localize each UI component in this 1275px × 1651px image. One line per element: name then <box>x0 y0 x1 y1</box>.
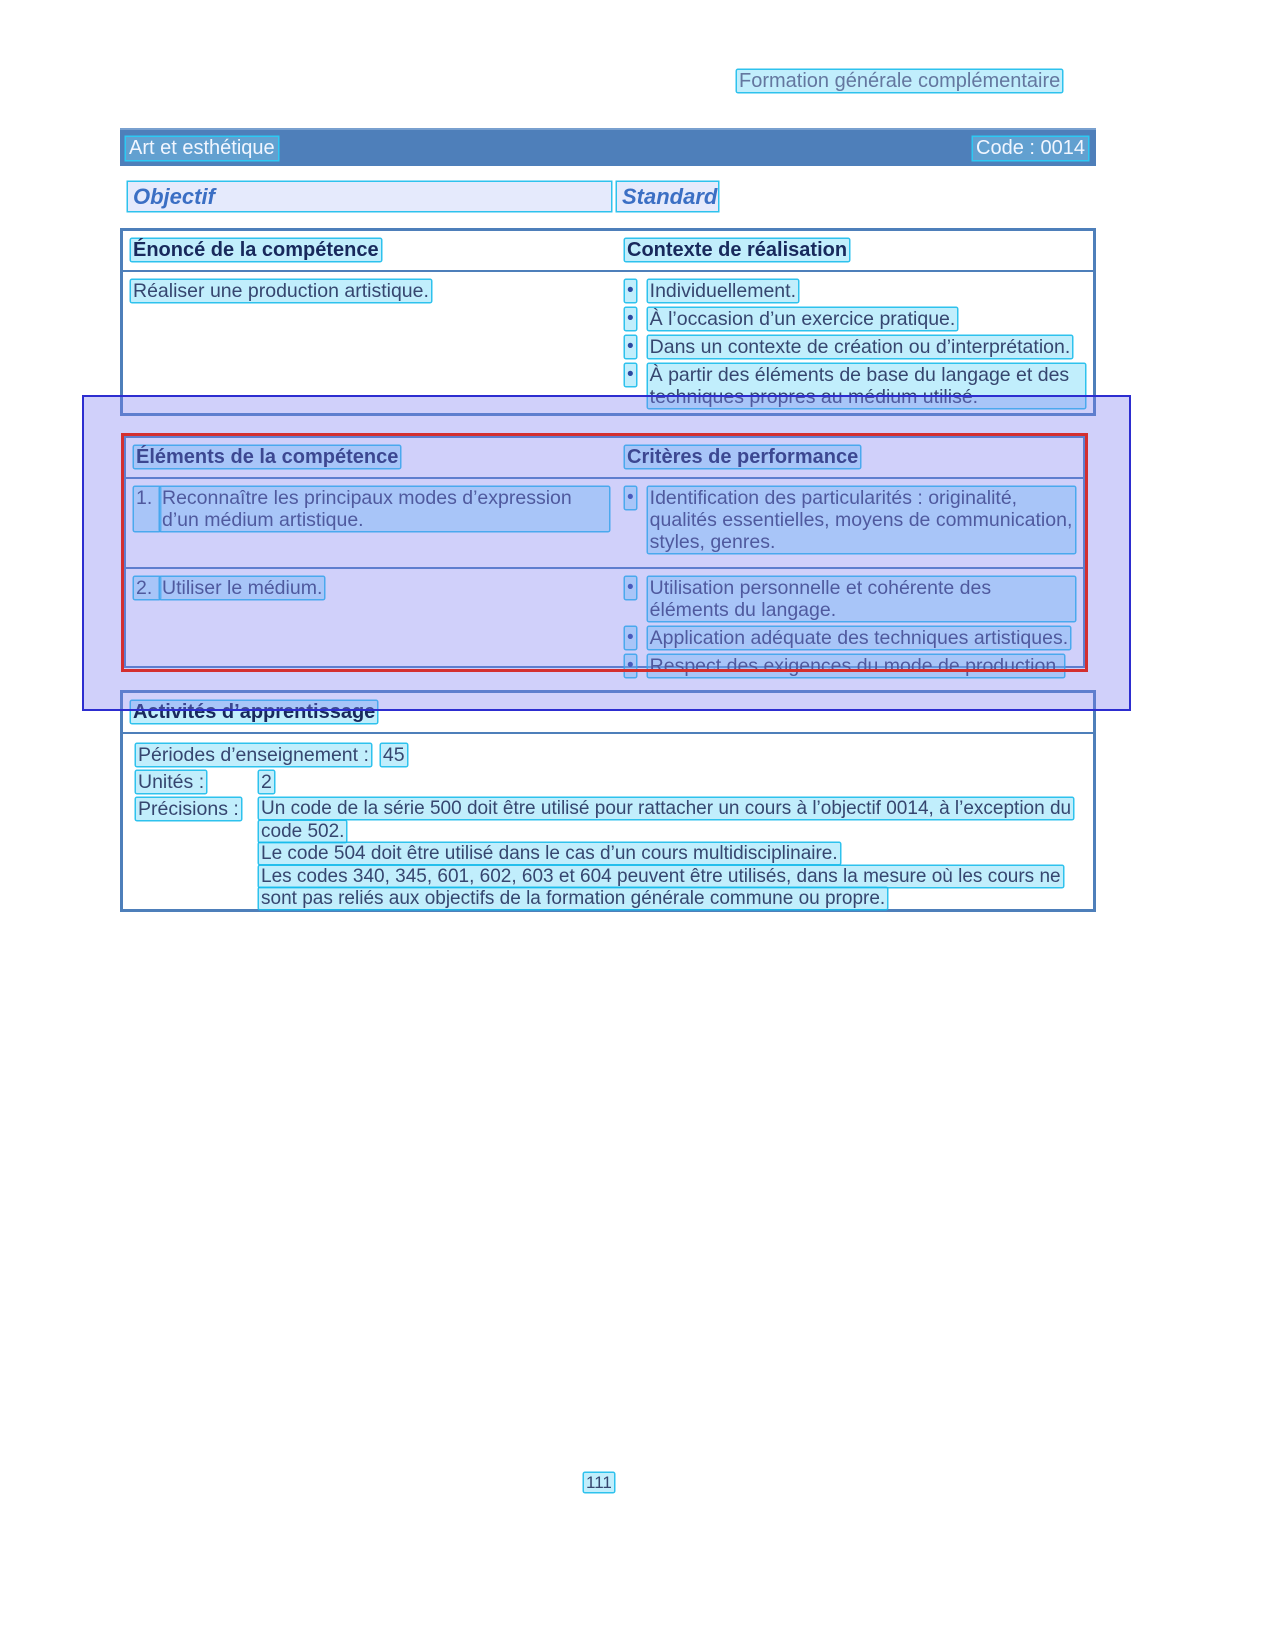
unites-label-col <box>136 771 259 793</box>
unites-value: 2 <box>261 771 272 793</box>
enonce-header-cell <box>123 231 617 270</box>
standard-heading-box <box>617 182 718 211</box>
criteres-1-cell <box>617 479 1083 567</box>
precisions-paragraph <box>259 798 1081 843</box>
bullet-icon: • <box>627 364 634 385</box>
enonce-statement-cell <box>123 272 617 422</box>
unites-row <box>136 771 1083 793</box>
contexte-bullet-text: Dans un contexte de création ou d’interprétation. <box>649 336 1071 358</box>
objectif-heading-box <box>128 182 611 211</box>
element-1-cell <box>126 479 617 567</box>
precisions-text: Un code de la série 500 doit être utilisé pour rattacher un cours à l’objectif 0014, à l’exception du code 502. <box>261 798 1072 842</box>
list-item <box>625 364 1085 408</box>
contexte-bullet-text: Individuellement. <box>649 280 796 302</box>
bullet-icon: • <box>627 577 634 598</box>
periodes-value: 45 <box>382 744 405 766</box>
contexte-bullet-text: À l’occasion d’un exercice pratique. <box>649 308 956 330</box>
numbered-item <box>134 487 609 531</box>
precisions-label-col <box>136 798 259 911</box>
elements-header-cell <box>126 438 617 477</box>
page-number <box>584 1473 614 1493</box>
activites-header-text: Activités d’apprentissage <box>133 701 376 723</box>
precisions-paragraph <box>259 843 1081 866</box>
elements-row-1 <box>126 479 1083 567</box>
activites-table-header <box>123 693 1093 734</box>
item-number: 1. <box>134 487 160 531</box>
list-item <box>625 577 1075 621</box>
list-item <box>625 655 1075 677</box>
objectif-heading: Objectif <box>133 183 215 209</box>
elements-table <box>124 436 1085 677</box>
list-item <box>625 308 1085 330</box>
contexte-bullets-cell <box>617 272 1093 422</box>
periodes-row <box>136 744 1083 766</box>
running-header <box>737 70 1062 93</box>
element-2-text: Utiliser le médium. <box>162 577 323 599</box>
enonce-table-header <box>123 231 1093 272</box>
elements-header-text: Éléments de la compétence <box>136 446 399 468</box>
bullet-icon: • <box>627 336 634 357</box>
elements-table-header <box>126 438 1083 479</box>
section-heading-row <box>128 182 1095 211</box>
numbered-item <box>134 577 609 599</box>
criteres-header-text: Critères de performance <box>627 446 859 468</box>
precisions-row <box>136 798 1083 911</box>
critere-text: Identification des particularités : originalité, qualités essentielles, moyens de communication, styles, genres. <box>648 487 1075 553</box>
bullet-icon: • <box>627 280 634 301</box>
running-header-text: Formation générale complémentaire <box>739 70 1061 92</box>
title-bar <box>120 128 1096 166</box>
bullet-icon: • <box>627 627 634 648</box>
element-2-cell <box>126 569 617 691</box>
activites-table-body <box>123 734 1093 911</box>
list-item <box>625 336 1085 358</box>
enonce-table <box>120 228 1096 416</box>
critere-text: Utilisation personnelle et cohérente des éléments du langage. <box>648 577 1075 621</box>
page-number-text: 111 <box>586 1473 612 1492</box>
critere-text: Respect des exigences du mode de production. <box>649 655 1062 677</box>
list-item <box>625 627 1075 649</box>
bullet-icon: • <box>627 487 634 508</box>
precisions-text: Le code 504 doit être utilisé dans le cas d’un cours multidisciplinaire. <box>261 843 838 864</box>
enonce-table-body <box>123 272 1093 422</box>
contexte-header-text: Contexte de réalisation <box>627 239 848 261</box>
element-1-text: Reconnaître les principaux modes d’expression d’un médium artistique. <box>160 487 609 531</box>
activites-header-cell <box>123 693 1093 732</box>
periodes-label: Périodes d’enseignement : <box>138 744 369 766</box>
precisions-label: Précisions : <box>138 798 239 820</box>
elements-row-2 <box>126 567 1083 691</box>
precisions-text: Les codes 340, 345, 601, 602, 603 et 604 peuvent être utilisés, dans la mesure où les cours ne sont pas reliés aux objectifs de la formation générale commune ou propre. <box>261 865 1061 909</box>
unites-label: Unités : <box>138 771 205 793</box>
list-item <box>625 280 1085 302</box>
precisions-text-block <box>259 798 1081 911</box>
standard-heading: Standard <box>622 183 718 209</box>
item-number: 2. <box>134 577 160 599</box>
critere-text: Application adéquate des techniques artistiques. <box>649 627 1069 649</box>
bullet-icon: • <box>627 655 634 676</box>
enonce-header-text: Énoncé de la compétence <box>133 239 379 261</box>
criteres-header-cell <box>617 438 1083 477</box>
bullet-icon: • <box>627 308 634 329</box>
list-item <box>625 487 1075 553</box>
criteres-2-cell <box>617 569 1083 691</box>
contexte-bullet-text: À partir des éléments de base du langage et des techniques propres au médium utilisé. <box>648 364 1085 408</box>
course-title: Art et esthétique <box>126 137 278 160</box>
enonce-statement: Réaliser une production artistique. <box>133 280 429 302</box>
course-code: Code : 0014 <box>973 137 1088 160</box>
contexte-header-cell <box>617 231 1093 270</box>
precisions-paragraph <box>259 866 1081 911</box>
activites-table <box>120 690 1096 912</box>
